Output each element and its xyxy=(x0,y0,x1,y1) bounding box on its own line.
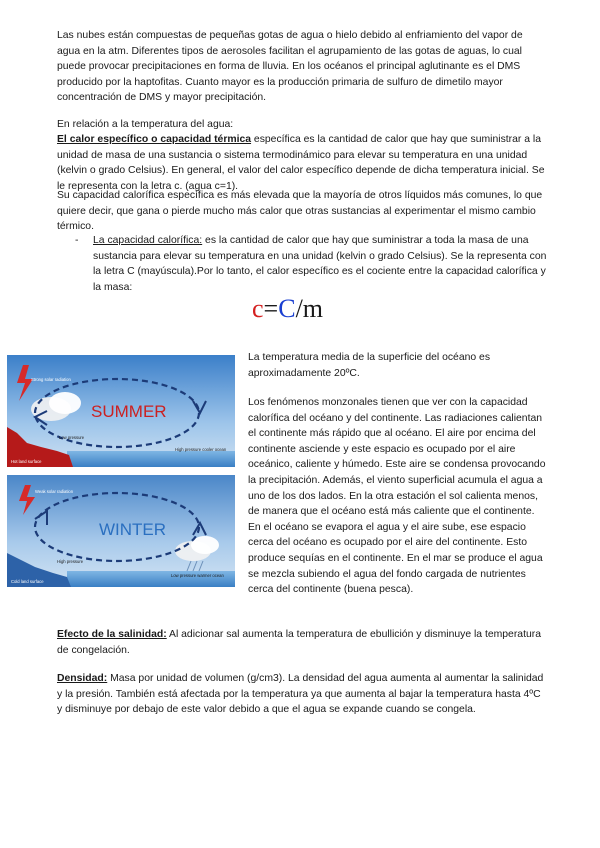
densidad-paragraph xyxy=(57,671,545,718)
specific-heat-formula xyxy=(252,294,323,324)
winter-land-text: Cold land surface xyxy=(11,579,44,584)
capacidad-calorifica-paragraph xyxy=(93,233,547,295)
calor-especifico-text: específica es la cantidad de calor que hay que suministrar a la unidad de masa de una sustancia o sistema termodinámico para elevar su temperatura en una unidad (kelvin o grado Celsius). En general, el valor del calor específico depende de dicha temperatura inicial. Se le representa con la letra c. (agua c=1). xyxy=(57,134,545,192)
salinidad-paragraph xyxy=(57,627,545,658)
summer-panel xyxy=(7,355,235,467)
summer-sun-text: Strong solar radiation xyxy=(31,377,71,382)
winter-label: WINTER xyxy=(99,520,167,539)
monsoon-diagram xyxy=(7,355,235,587)
winter-sun-text: Weak solar radiation xyxy=(35,489,74,494)
intro-paragraph: Las nubes están compuestas de pequeñas gotas de agua o hielo debido al enfriamiento del vapor de agua en la atm. Diferentes tipos de aerosoles facilitan el agrupamiento de las gotas de aguas, lo cual puede provocar precipitaciones en forma de lluvia. En los océanos el principal aglutinante es el DMS producido por la haptofitas. Cuanto mayor es la producción primaria de sulfuro de dimetilo mayor concentración de DMS y mayor precipitación. xyxy=(57,30,523,104)
formula-C: C xyxy=(278,294,296,323)
salinidad-text: Al adicionar sal aumenta la temperatura de ebullición y disminuye la temperatura de congelación. xyxy=(57,629,541,656)
ocean-temperature-paragraph: La temperatura media de la superficie del océano es aproximadamente 20ºC. xyxy=(248,352,491,379)
densidad-text: Masa por unidad de volumen (g/cm3). La densidad del agua aumenta al aumentar la salinidad y la presión. También está afectada por la temperatura ya que aumenta al bajar la temperatura hasta 4ºC y disminuye por debajo de este valor debido a que el agua se expande cuando se congela. xyxy=(57,673,544,716)
temperature-intro: En relación a la temperatura del agua: xyxy=(57,119,234,130)
summer-label: SUMMER xyxy=(91,402,167,421)
bullet-marker: - xyxy=(75,235,79,246)
calor-especifico-term: El calor específico o capacidad térmica xyxy=(57,134,252,145)
capacidad-paragraph: Su capacidad calorífica específica es más elevada que la mayoría de otros líquidos más comunes, lo que quiere decir, que gana o pierde mucho más calor que otras sustancias al experimentar el mismo cambio térmico. xyxy=(57,190,543,233)
calor-especifico-paragraph xyxy=(57,132,545,194)
densidad-term: Densidad: xyxy=(57,673,108,684)
summer-high-text: High pressure cooler ocean xyxy=(175,447,227,452)
monsoon-paragraph: Los fenómenos monzonales tienen que ver con la capacidad calorífica del océano y del continente. Las radiaciones calientan el continente más rápido que al océano. El aire por encima del continente asciende y este espacio es ocupado por el aire oceánico, caliente y húmedo. Este aire se condensa provocando la precipitación. Además, el viento superficial acumula el agua a uno de los dos lados. En la otra estación el sol calienta menos, de manera que el océano está más caliente que el continente. En el océano se evapora el agua y el aire sube, ese espacio cerca del océano es ocupado por el aire del continente. Esto produce sequías en el continente. En el mar se produce el agua se mezcla subiendo el agua del fondo cargada de nutrientes cerca del continente (buena pesca). xyxy=(248,397,546,596)
formula-eq: = xyxy=(263,294,279,323)
formula-m: /m xyxy=(295,294,324,323)
salinidad-term: Efecto de la salinidad: xyxy=(57,629,167,640)
capacidad-calorifica-term: La capacidad calorífica: xyxy=(93,235,203,246)
winter-high-text: High pressure xyxy=(57,559,84,564)
summer-low-text: Low pressure xyxy=(59,435,85,440)
formula-c: c xyxy=(252,294,264,323)
winter-panel xyxy=(7,475,235,587)
summer-land-text: Hot land surface xyxy=(11,459,42,464)
winter-low-text: Low pressure warmer ocean xyxy=(171,573,224,578)
capacidad-calorifica-text: es la cantidad de calor que hay que suministrar a toda la masa de una sustancia para elevar su temperatura en una unidad (kelvin o grado Celsius). Se la representa con la letra C (mayúscula).Por lo tanto, el calor específico es el cociente entre la capacidad calorífica y la masa: xyxy=(93,235,547,293)
